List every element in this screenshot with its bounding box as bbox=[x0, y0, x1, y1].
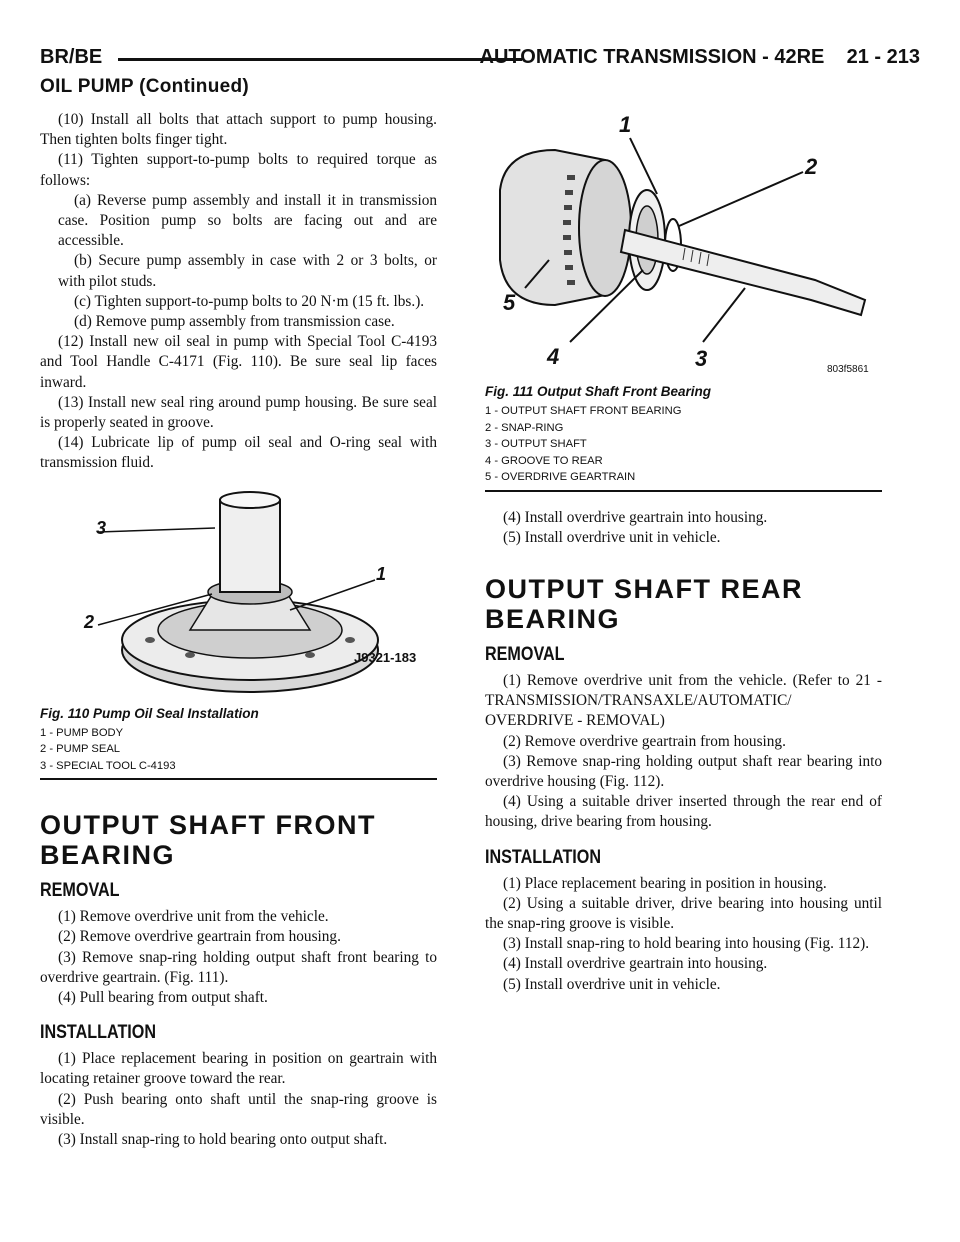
step: (3) Install snap-ring to hold bearing onto output shaft. bbox=[58, 1130, 388, 1148]
legend-item: 2 - PUMP SEAL bbox=[40, 743, 121, 756]
step: (3) Remove snap-ring holding output shaft rear bearing into overdrive housing (Fig. 112). bbox=[485, 752, 882, 790]
subsection-heading: REMOVAL bbox=[40, 880, 120, 902]
step: (3) Remove snap-ring holding output shaft front bearing to overdrive geartrain. (Fig. 111). bbox=[40, 948, 437, 986]
step: (2) Using a suitable driver, drive bearing into housing until the snap-ring groove is visible. bbox=[485, 894, 882, 932]
step: (10) Install all bolts that attach support to pump housing. Then tighten bolts finger tight. bbox=[40, 111, 437, 149]
continued-heading: OIL PUMP (Continued) bbox=[40, 76, 250, 97]
step: (4) Using a suitable driver inserted through the rear end of housing, drive bearing from housing. bbox=[485, 793, 882, 831]
legend-item: 3 - OUTPUT SHAFT bbox=[485, 438, 587, 450]
figure-rule bbox=[40, 778, 437, 780]
step: (4) Install overdrive geartrain into housing. bbox=[503, 955, 768, 973]
callout-2: 2 bbox=[84, 611, 95, 632]
subsection-heading: INSTALLATION bbox=[485, 846, 602, 868]
figure-caption: Fig. 111 Output Shaft Front Bearing bbox=[485, 384, 711, 399]
legend-item: 2 - SNAP-RING bbox=[485, 421, 564, 434]
legend-item: 4 - GROOVE TO REAR bbox=[485, 454, 603, 467]
substep: (b) Secure pump assembly in case with 2 or 3 bolts, or with pilot studs. bbox=[58, 252, 437, 290]
header-model: BR/BE bbox=[40, 46, 103, 68]
figure-caption: Fig. 110 Pump Oil Seal Installation bbox=[40, 705, 259, 721]
step: (2) Push bearing onto shaft until the snap-ring groove is visible. bbox=[40, 1090, 437, 1128]
step: (12) Install new oil seal in pump with Special Tool C-4193 and Tool Handle C-4171 (Fig. 110). Be sure seal lip faces inward. bbox=[40, 333, 437, 391]
step: (14) Lubricate lip of pump oil seal and O-ring seal with transmission fluid. bbox=[40, 434, 437, 472]
right-column bbox=[485, 110, 882, 995]
figure-111 bbox=[485, 110, 882, 380]
substep: (a) Reverse pump assembly and install it in transmission case. Position pump so bolts are facing out and are accessible. bbox=[58, 191, 437, 250]
output-shaft-illustration bbox=[485, 110, 882, 380]
figure-legend bbox=[485, 403, 882, 486]
legend-item: 1 - PUMP BODY bbox=[40, 726, 124, 739]
step: (13) Install new seal ring around pump housing. Be sure seal is properly seated in groove. bbox=[40, 393, 437, 432]
step: (11) Tighten support-to-pump bolts to required torque as follows: bbox=[40, 151, 437, 189]
page-header bbox=[40, 44, 920, 74]
step: (5) Install overdrive unit in vehicle. bbox=[503, 528, 721, 546]
step: (3) Install snap-ring to hold bearing into housing (Fig. 112). bbox=[503, 935, 870, 953]
step: (1) Remove overdrive unit from the vehicle. (Refer to 21 - TRANSMISSION/TRANSAXLE/AUTOMATIC/ OVERDRIVE - REMOVAL) bbox=[485, 671, 882, 730]
callout-2: 2 bbox=[805, 154, 818, 179]
substep: (d) Remove pump assembly from transmission case. bbox=[74, 313, 395, 331]
step: (1) Place replacement bearing in position on geartrain with locating retainer groove toward the rear. bbox=[40, 1050, 437, 1088]
callout-4: 4 bbox=[547, 344, 560, 369]
step: (5) Install overdrive unit in vehicle. bbox=[503, 975, 721, 993]
figure-id: J9321-183 bbox=[354, 649, 417, 665]
left-column bbox=[40, 110, 437, 1150]
figure-legend bbox=[40, 725, 437, 775]
legend-item: 5 - OVERDRIVE GEARTRAIN bbox=[485, 471, 636, 483]
figure-110 bbox=[40, 490, 437, 702]
section-title: OUTPUT SHAFT REAR BEARING bbox=[485, 573, 803, 634]
header-rule bbox=[118, 58, 522, 61]
subsection-heading: REMOVAL bbox=[485, 643, 565, 665]
callout-3: 3 bbox=[96, 517, 107, 538]
section-title: OUTPUT SHAFT FRONT BEARING bbox=[40, 810, 376, 871]
callout-1: 1 bbox=[376, 563, 387, 584]
header-section: AUTOMATIC TRANSMISSION - 42RE 21 - 213 bbox=[479, 46, 920, 68]
callout-1: 1 bbox=[619, 112, 632, 137]
step: (4) Install overdrive geartrain into housing. bbox=[503, 508, 768, 526]
subsection-heading: INSTALLATION bbox=[40, 1022, 157, 1044]
legend-item: 1 - OUTPUT SHAFT FRONT BEARING bbox=[485, 405, 682, 417]
legend-item: 3 - SPECIAL TOOL C-4193 bbox=[40, 759, 176, 772]
substep: (c) Tighten support-to-pump bolts to 20 N·m (15 ft. lbs.). bbox=[74, 292, 425, 310]
step: (4) Pull bearing from output shaft. bbox=[58, 988, 268, 1006]
step: (2) Remove overdrive geartrain from housing. bbox=[58, 928, 341, 946]
callout-3: 3 bbox=[695, 346, 708, 371]
step: (1) Place replacement bearing in position in housing. bbox=[503, 874, 827, 892]
callout-5: 5 bbox=[503, 290, 516, 315]
figure-id: 803f5861 bbox=[827, 364, 869, 375]
step: (2) Remove overdrive geartrain from housing. bbox=[503, 732, 786, 750]
step: (1) Remove overdrive unit from the vehicle. bbox=[58, 908, 329, 926]
